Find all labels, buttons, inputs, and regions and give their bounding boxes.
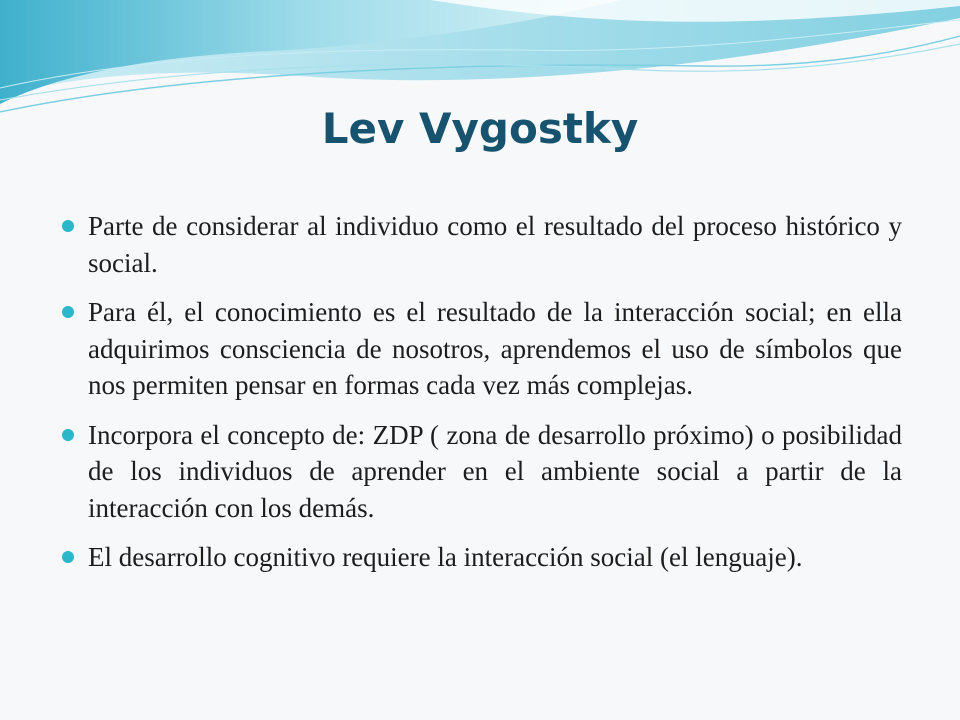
bullet-text: Incorpora el concepto de: ZDP ( zona de desarrollo próximo) o posibilidad de los individuos de aprender en el ambiente social a partir de la interacción con los demás. [88,419,902,523]
bullet-item [60,294,902,404]
bullet-item [60,208,902,281]
bullet-item [60,539,902,576]
bullet-item [60,417,902,527]
bullet-list [60,208,902,589]
bullet-dot-icon [62,306,74,318]
bullet-text: Parte de considerar al individuo como el resultado del proceso histórico y social. [88,211,902,278]
bullet-dot-icon [62,429,74,441]
bullet-text: El desarrollo cognitivo requiere la interacción social (el lenguaje). [88,542,803,572]
bullet-dot-icon [62,220,74,232]
slide-title: Lev Vygostky [321,104,639,153]
bullet-dot-icon [62,551,74,563]
bullet-text: Para él, el conocimiento es el resultado de la interacción social; en ella adquirimos consciencia de nosotros, aprendemos el uso de símbolos que nos permiten pensar en formas cada vez más complejas. [88,297,902,400]
